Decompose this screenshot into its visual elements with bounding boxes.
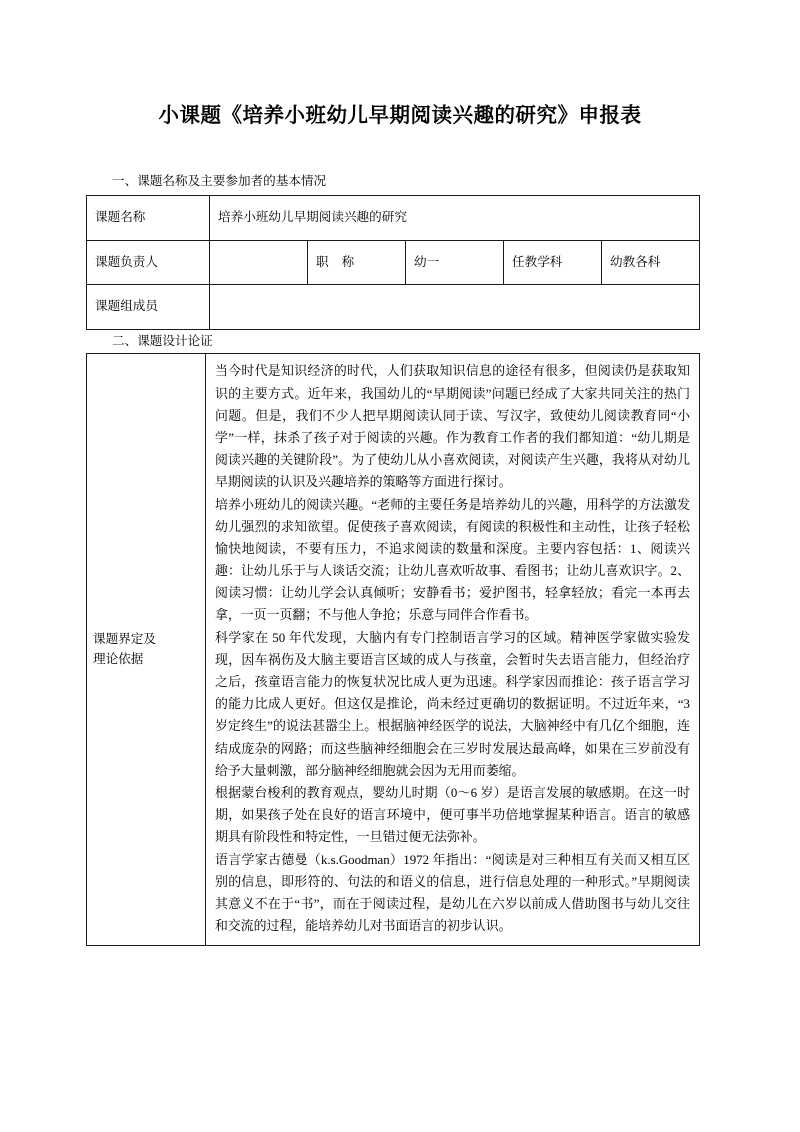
project-name-label: 课题名称 [87,195,210,240]
table-row [87,284,700,329]
paragraph: 培养小班幼儿的阅读兴趣。“老师的主要任务是培养幼儿的兴趣，用科学的方法激发幼儿强烈的求知欲望。促使孩子喜欢阅读，有阅读的积极性和主动性，让孩子轻松愉快地阅读，不要有压力，不追求阅读的数量和深度。主要内容包括：1、阅读兴趣：让幼儿乐于与人谈话交流；让幼儿喜欢听故事、看图书；让幼儿喜欢识字。2、阅读习惯：让幼儿学会认真倾听；安静看书；爱护图书，轻拿轻放；看完一本再去拿，一页一页翻；不与他人争抢；乐意与同伴合作看书。 [215,497,690,623]
table-row [87,240,700,284]
job-title-label [308,240,406,284]
project-leader-label: 课题负责人 [87,240,210,284]
job-title-value[interactable]: 幼一 [406,240,504,284]
teaching-subject-value[interactable]: 幼教各科 [602,240,700,284]
design-argument-table [86,353,700,946]
teaching-subject-label: 任教学科 [504,240,602,284]
project-leader-value[interactable] [210,240,308,284]
project-name-value[interactable]: 培养小班幼儿早期阅读兴趣的研究 [210,195,700,240]
definition-theory-content[interactable] [206,354,700,946]
table-row [87,354,700,946]
paragraph: 当今时代是知识经济的时代，人们获取知识信息的途径有很多，但阅读仍是获取知识的主要方式。近年来，我国幼儿的“早期阅读”问题已经成了大家共同关注的热门问题。但是，我们不少人把早期阅读认同于读、写汉字，致使幼儿阅读教育同“小学”一样，抹杀了孩子对于阅读的兴趣。作为教育工作者的我们都知道：“幼儿期是阅读兴趣的关键阶段”。为了使幼儿从小喜欢阅读，对阅读产生兴趣，我将从对幼儿早期阅读的认识及兴趣培养的策略等方面进行探讨。 [215,364,690,490]
section-one-heading: 一、课题名称及主要参加者的基本情况 [112,173,327,188]
paragraph: 科学家在 50 年代发现，大脑内有专门控制语言学习的区域。精神医学家做实验发现，因车祸伤及大脑主要语言区域的成人与孩童，会暂时失去语言能力，但经治疗之后，孩童语言能力的恢复状况比成人更为迅速。科学家因而推论：孩子语言学习的能力比成人更好。但这仅是推论，尚未经过更确切的数据证明。不过近年来，“3 岁定终生”的说法甚嚣尘上。根据脑神经医学的说法，大脑神经中有几亿个细胞，连结成庞杂的网路；而这些脑神经细胞会在三岁时发展达最高峰，如果在三岁前没有给予大量刺激，部分脑神经细胞就会因为无用而萎缩。 [215,630,690,778]
job-title-label-char2: 称 [341,254,355,269]
definition-theory-label-line1: 课题界定及 [93,632,156,647]
section-two-heading: 二、课题设计论证 [112,333,213,348]
definition-theory-label-line2: 理论依据 [93,651,144,666]
paragraph: 语言学家古德曼（k.s.Goodman）1972 年指出：“阅读是对三种相互有关而又相互区别的信息，即形符的、句法的和语义的信息，进行信息处理的一种形式。”早期阅读其意义不在于“书”，而在于阅读过程，是幼儿在六岁以前成人借助图书与幼儿交往和交流的过程，能培养幼儿对书面语言的初步认识。 [215,852,690,934]
job-title-label-char1: 职 [316,254,329,269]
team-members-value[interactable] [210,284,700,329]
paragraph: 根据蒙台梭利的教育观点，婴幼儿时期（0～6 岁）是语言发展的敏感期。在这一时期，如果孩子处在良好的语言环境中，便可事半功倍地掌握某种语言。语言的敏感期具有阶段性和特定性，一旦错过便无法弥补。 [215,785,690,845]
page-title: 小课题《培养小班幼儿早期阅读兴趣的研究》申报表 [158,105,642,127]
team-members-label: 课题组成员 [87,284,210,329]
definition-theory-label [87,354,206,946]
table-row [87,195,700,240]
basic-info-table [86,195,700,330]
